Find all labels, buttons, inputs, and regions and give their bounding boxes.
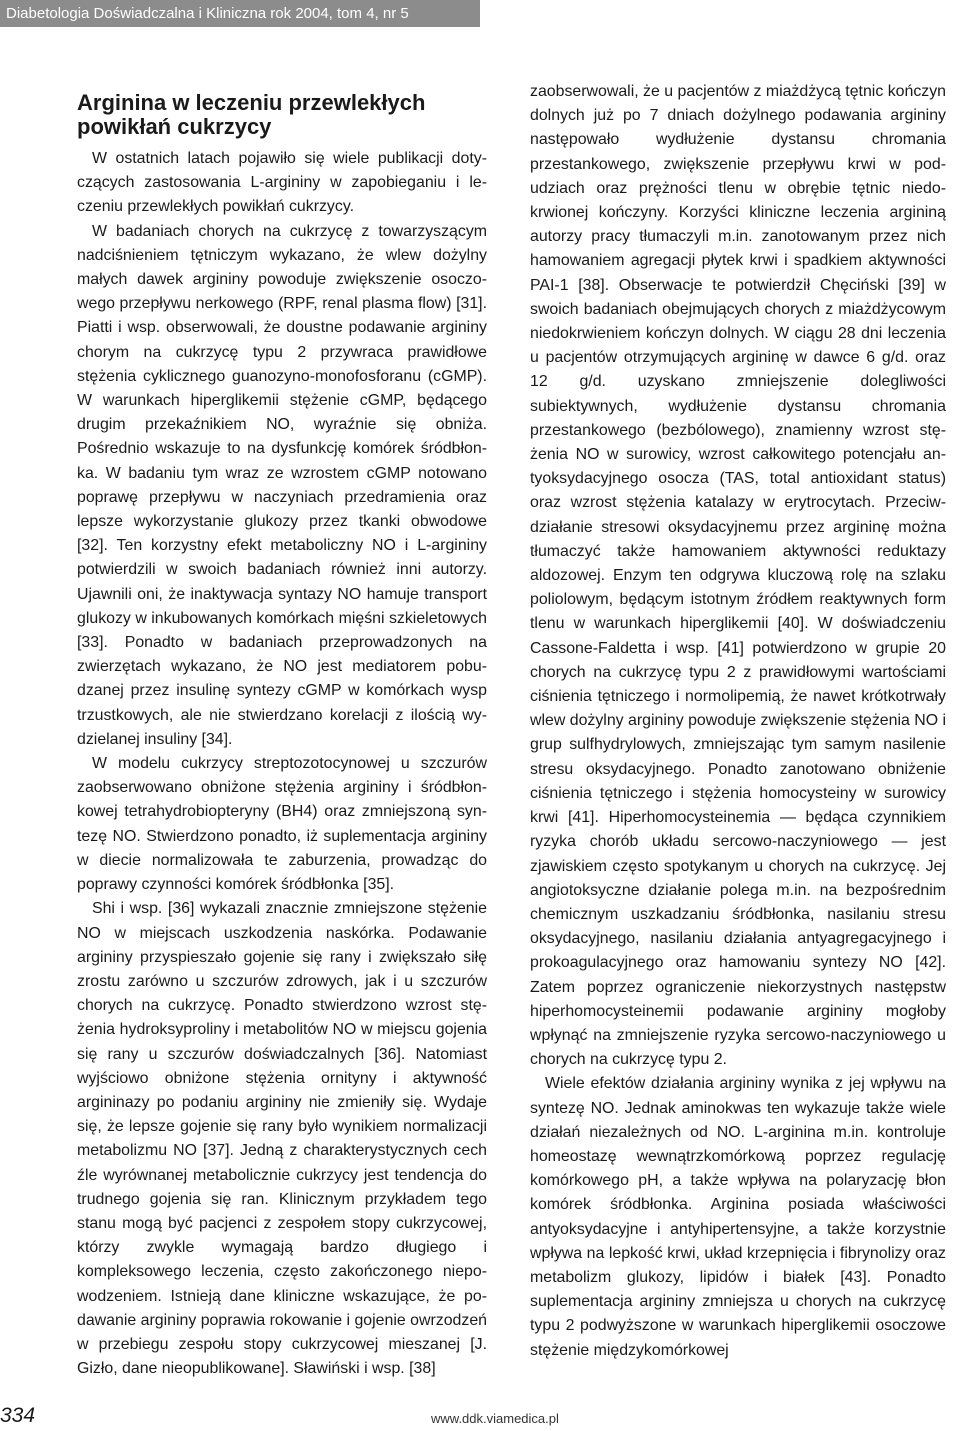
page-number: 334 [0, 1404, 36, 1427]
right-column [530, 80, 946, 1363]
paragraph: Shi i wsp. [36] wykazali znacznie zmniejszone stężenie NO w miejscach uszkodzenia naskórka. Podawanie argininy przyspieszało gojenie się rany i zwiększało siłę zrostu zarówno u szczurów zdrowych, jak i u szczurów chorych na cukrzycę. Ponadto stwierdzono wzrost stężenia hydroksyproliny i metabolitów NO w miejscu gojenia się rany u szczurów doświadczalnych [36]. Natomiast wyjściowo obniżone stężenia ornityny i aktywność argininazy po podaniu argininy nie zmieniły się. Wydaje się, że lepsze gojenie się rany było wynikiem normalizacji metabolizmu NO [37]. Jedną z charakterystycznych cech źle wyrównanej metabolicznie cukrzycy jest tendencja do trudnego gojenia się ran. Klinicznym przykładem tego stanu mogą być pacjenci z zespołem stopy cukrzycowej, którzy zwykle wymagają bardzo długiego i kompleksowego leczenia, często zakończonego niepowodzeniem. Istnieją dane kliniczne wskazujące, że podawanie argininy poprawia rokowanie i gojenie owrzodzeń w przebiegu zespołu stopy cukrzycowej mieszanej [J. Gizło, dane nieopublikowane]. Sławiński i wsp. [38] [77, 900, 487, 1378]
section-title-line-2: powikłań cukrzycy [77, 114, 272, 139]
paragraph: zaobserwowali, że u pacjentów z miażdżycą tętnic kończyn dolnych już po 7 dniach dożylnego podawania argininy następowało wydłużenie dystansu chromania przestankowego, zwiększenie przepływu krwi w podudziach oraz prężności tlenu w obrębie tętnic niedokrwionej kończyny. Korzyści kliniczne leczenia argininą autorzy pracy tłumaczyli m.in. zanotowanym przez nich hamowaniem agregacji płytek krwi i spadkiem aktywności PAI-1 [38]. Obserwacje te potwierdził Chęciński [39] w swoich badaniach obejmujących chorych z miażdżycowym niedokrwieniem kończyn dolnych. W ciągu 28 dni leczenia u pacjentów otrzymujących argininę w dawce 6 g/d. oraz 12 g/d. uzyskano zmniejszenie dolegliwości subiektywnych, wydłużenie dystansu chromania przestankowego (bezbólowego), znamienny wzrost stężenia NO w surowicy, wzrost całkowitego potencjału antyoksydacyjnego osocza (TAS, total antioxidant status) oraz wzrost stężenia katalazy w erytrocytach. Przeciwdziałanie stresowi oksydacyjnemu przez argininę można tłumaczyć także hamowaniem aktywności reduktazy aldozowej. Enzym ten odgrywa kluczową rolę na szlaku poliolowym, będącym istotnym źródłem reaktywnych form tlenu w warunkach hiperglikemii [40]. W doświadczeniu Cassone-Faldetta i wsp. [41] potwierdzono w grupie 20 chorych na cukrzycę typu 2 z prawidłowymi wartościami ciśnienia tętniczego i normolipemią, że nawet krótkotrwały wlew dożylny argininy powoduje zwiększenie stężenia NO i grup sulfhydrylowych, zmniejszając tym samym nasilenie stresu oksydacyjnego. Ponadto zanotowano obniżenie ciśnienia tętniczego i stężenia homocysteiny w surowicy krwi [41]. Hiperhomocysteinemia — będąca czynnikiem ryzyka chorób układu sercowo-naczyniowego — jest zjawiskiem często spotykanym u chorych na cukrzycę. Jej angiotoksyczne działanie polega m.in. na bezpośrednim chemicznym uszkadzaniu śródbłonka, nasilaniu stresu oksydacyjnego, nasilaniu działania antyagregacyjnego i prokoagulacyjnego oraz hamowaniu syntezy NO [42]. Zatem poprzez ograniczenie niekorzystnych następstw hiperhomocysteinemii podawanie argininy mogłoby wpłynąć na zmniejszenie ryzyka sercowo-naczyniowego u chorych na cukrzycę typu 2. [530, 83, 946, 1069]
paragraph: W ostatnich latach pojawiło się wiele publikacji dotyczących zastosowania L-argininy w zapobieganiu i leczeniu przewlekłych powikłań cukrzycy. [77, 150, 487, 216]
paragraph: W badaniach chorych na cukrzycę z towarzyszącym nadciśnieniem tętniczym wykazano, że wlew dożylny małych dawek argininy powoduje zwiększenie osoczowego przepływu nerkowego (RPF, renal plasma flow) [31]. Piatti i wsp. obserwowali, że doustne podawanie argininy chorym na cukrzycę typu 2 przywraca prawidłowe stężenia cyklicznego guanozyno-monofosforanu (cGMP). W warunkach hiperglikemii stężenie cGMP, będącego drugim przekaźnikiem NO, wyraźnie się obniża. Pośrednio wskazuje to na dysfunkcję komórek śródbłonka. W badaniu tym wraz ze wzrostem cGMP notowano poprawę przepływu w naczyniach przedramienia oraz lepsze wykorzystanie glukozy przez tkanki obwodowe [32]. Ten korzystny efekt metaboliczny NO i L-argininy potwierdzili w swoich badaniach również inni autorzy. Ujawnili oni, że inaktywacja syntazy NO hamuje transport glukozy w inkubowanych komórkach mięśni szkieletowych [33]. Ponadto w badaniach przeprowadzonych na zwierzętach wykazano, że NO jest mediatorem pobudzanej przez insulinę syntezy cGMP w komórkach wysp trzustkowych, ale nie stwierdzano korelacji z ilością wydzielanej insuliny [34]. [77, 222, 487, 748]
journal-header [0, 0, 480, 27]
paragraph: Wiele efektów działania argininy wynika z jej wpływu na syntezę NO. Jednak aminokwas ten wykazuje także wiele działań niezależnych od NO. L-arginina m.in. kontroluje homeostazę wewnątrzkomórkową poprzez regulację komórkowego pH, a także wpływa na polaryzację błon komórek śródbłonka. Arginina posiada właściwości antyoksydacyjne i antyhipertensyjne, a także korzystnie wpływa na lepkość krwi, układ krzepnięcia i fibrynolizy oraz metabolizm glukozy, lipidów i białek [43]. Ponadto suplementacja argininy zmniejsza u chorych na cukrzycę typu 2 podwyższone w warunkach hiperglikemii osoczowe stężenie międzykomórkowej [530, 1075, 946, 1359]
section-title [77, 91, 487, 139]
left-column [77, 91, 487, 1381]
paragraph: W modelu cukrzycy streptozotocynowej u szczurów zaobserwowano obniżone stężenia argininy i śródbłonkowej tetrahydrobiopteryny (BH4) oraz zmniejszoną syntezę NO. Stwierdzono ponadto, iż suplementacja argininy w diecie normalizowała te zaburzenia, prowadząc do poprawy czynności komórek śródbłonka [35]. [77, 755, 487, 894]
section-title-line-1: Arginina w leczeniu przewlekłych [77, 91, 426, 115]
footer-url: www.ddk.viamedica.pl [431, 1411, 559, 1426]
journal-header-text: Diabetologia Doświadczalna i Kliniczna rok 2004, tom 4, nr 5 [6, 5, 409, 22]
